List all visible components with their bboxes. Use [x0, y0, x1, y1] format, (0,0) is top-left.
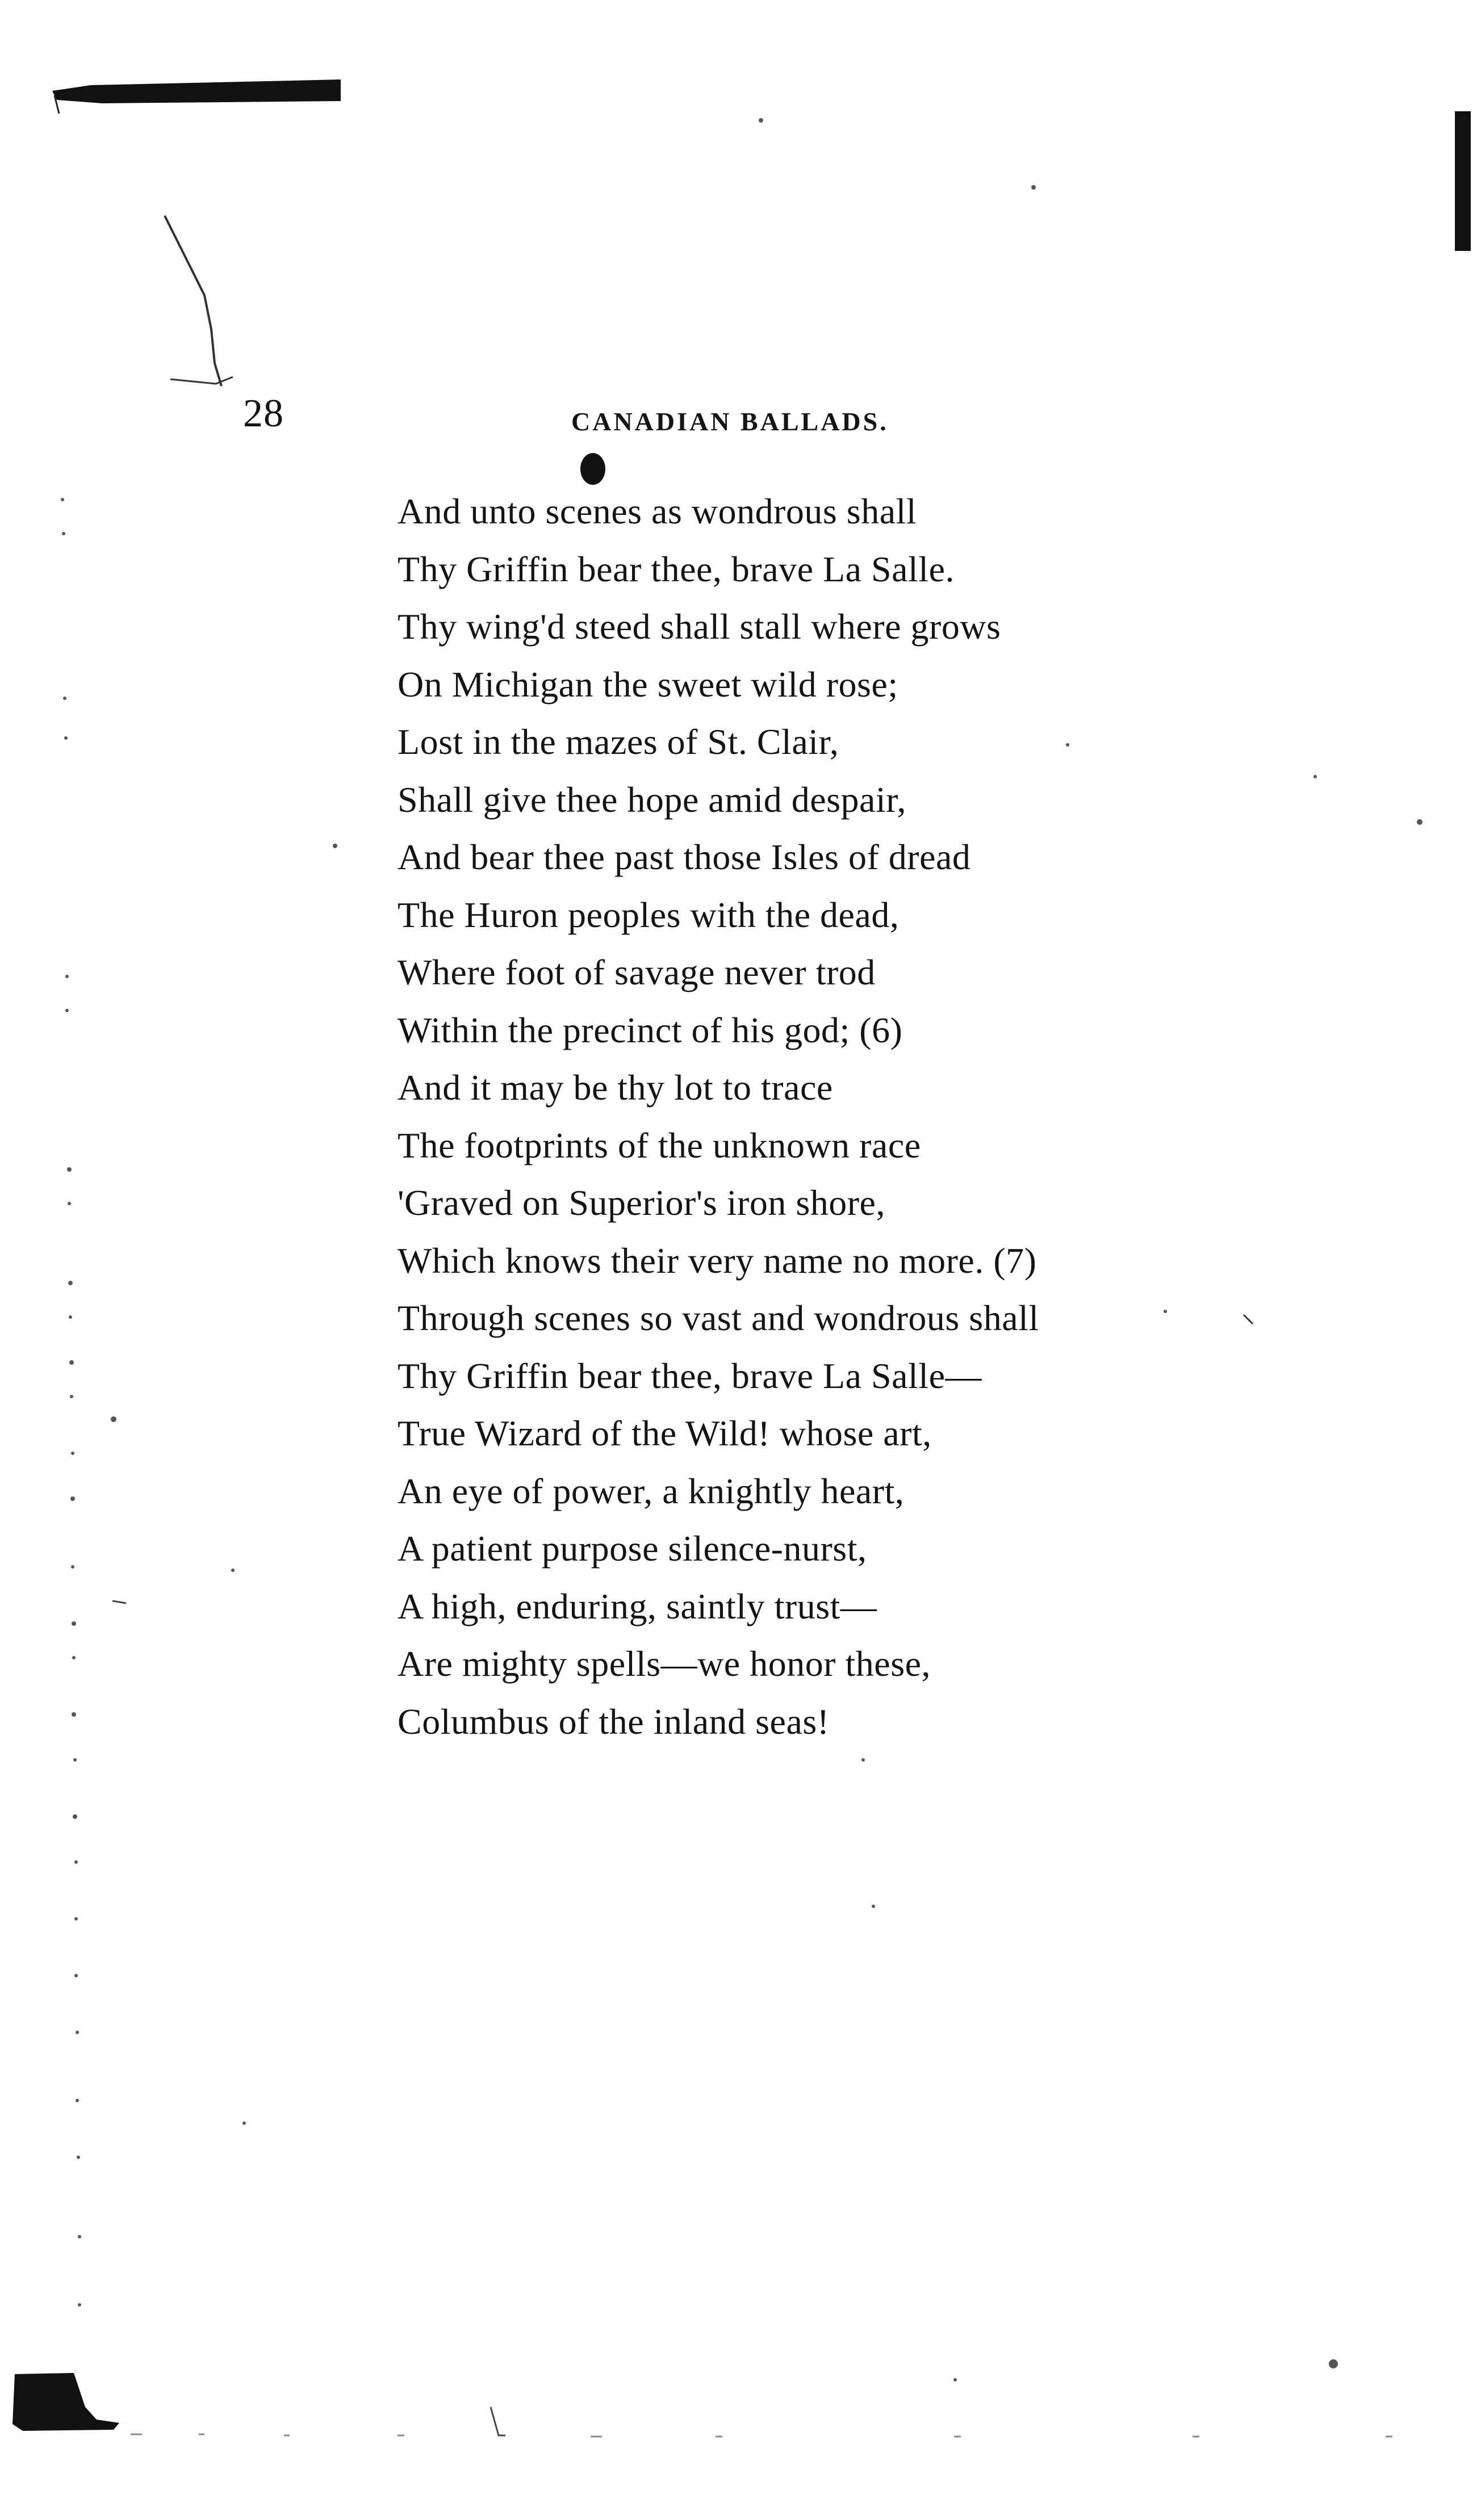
poem-line: On Michigan the sweet wild rose;	[398, 664, 898, 705]
poem-line: 'Graved on Superior's iron shore,	[398, 1183, 885, 1223]
running-head: CANADIAN BALLADS.	[571, 407, 889, 436]
poem-line: Where foot of savage never trod	[398, 952, 876, 992]
poem-line: And it may be thy lot to trace	[398, 1067, 833, 1108]
poem-line: The footprints of the unknown race	[398, 1125, 921, 1165]
poem-line: A high, enduring, saintly trust—	[398, 1586, 877, 1626]
pencil-stroke	[165, 216, 221, 386]
right-edge-bar	[1455, 111, 1471, 251]
poem-line: And unto scenes as wondrous shall	[398, 491, 917, 531]
poem-line: Through scenes so vast and wondrous shall	[398, 1298, 1039, 1338]
poem-line: And bear thee past those Isles of dread	[398, 837, 971, 877]
page-number: 28	[243, 392, 284, 435]
poem-line: Thy wing'd steed shall stall where grows	[398, 606, 1001, 647]
poem-line: Shall give thee hope amid despair,	[398, 779, 906, 820]
top-ink-bar	[52, 79, 341, 103]
poem-line: Which knows their very name no more. (7)	[398, 1240, 1037, 1281]
bottom-ink-mark	[12, 2373, 119, 2431]
poem-line: True Wizard of the Wild! whose art,	[398, 1413, 932, 1453]
poem-line: Are mighty spells—we honor these,	[398, 1643, 931, 1684]
poem-line: Columbus of the inland seas!	[398, 1701, 830, 1742]
poem-line: A patient purpose silence-nurst,	[398, 1528, 867, 1569]
poem-line: An eye of power, a knightly heart,	[398, 1470, 905, 1511]
poem-line: The Huron peoples with the dead,	[398, 894, 900, 935]
poem-line: Thy Griffin bear thee, brave La Salle.	[398, 548, 955, 589]
poem-line: Lost in the mazes of St. Clair,	[398, 722, 839, 762]
ink-blot	[580, 453, 605, 485]
poem-stanza	[398, 483, 1039, 1750]
poem-line: Within the precinct of his god; (6)	[398, 1009, 903, 1050]
poem-line: Thy Griffin bear thee, brave La Salle—	[398, 1355, 982, 1396]
